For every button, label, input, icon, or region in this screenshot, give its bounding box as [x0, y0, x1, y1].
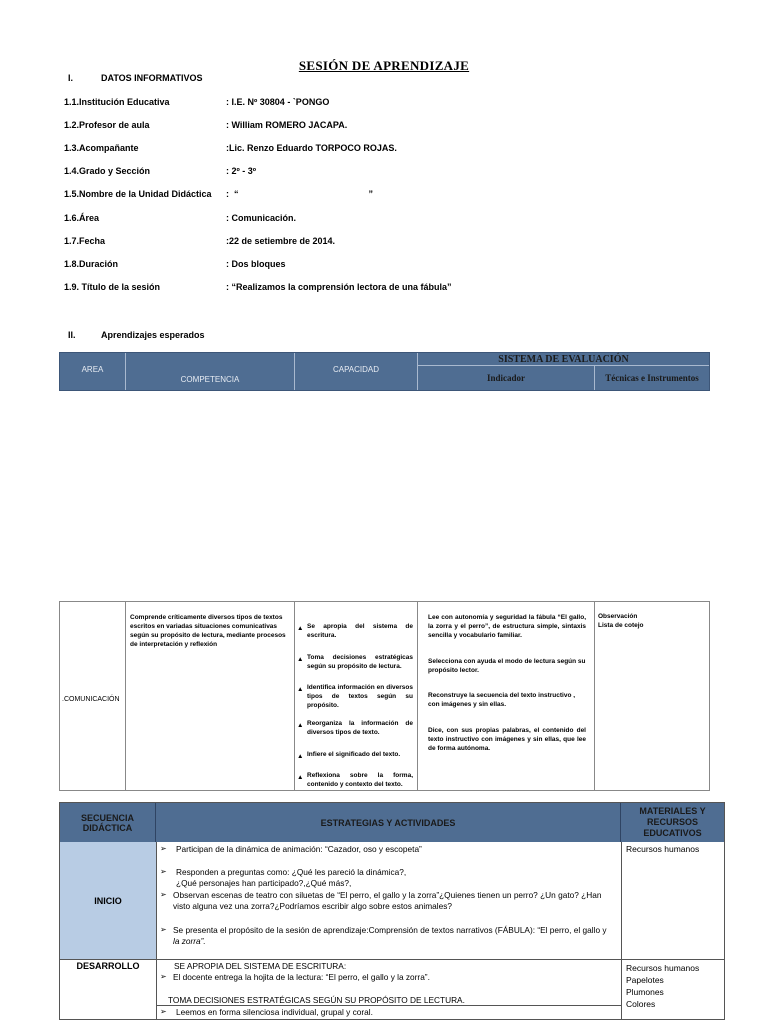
capacidad-item: Infiere el significado del texto. — [307, 751, 401, 758]
datos-value: :Lic. Renzo Eduardo TORPOCO ROJAS. — [226, 143, 397, 153]
datos-label: 1.6.Área — [64, 213, 100, 223]
activity-line: Leemos en forma silenciosa individual, grupal y coral. — [176, 1007, 373, 1017]
capacidad-item: Se apropia del sistema de escritura. — [307, 623, 413, 639]
phase-desarrollo: DESARROLLO — [76, 961, 140, 971]
datos-value: : 2º - 3º — [226, 166, 257, 176]
activity-line: SE APROPIA DEL SISTEMA DE ESCRITURA: — [174, 961, 347, 971]
aprendizajes-header-table — [59, 352, 710, 391]
resource-item: Papelotes — [626, 975, 664, 985]
activity-line: Se presenta el propósito de la sesión de aprendizaje:Comprensión de textos narrativos (FÁBULA): “El perro, el gallo y — [173, 925, 607, 935]
datos-label: 1.9. Título de la sesión — [64, 282, 161, 292]
datos-label: 1.2.Profesor de aula — [64, 120, 150, 130]
header-materiales: MATERIALES Y RECURSOS EDUCATIVOS — [639, 806, 706, 838]
secuencia-didactica-table — [59, 802, 725, 1020]
triangle-bullet-icon: ▲ — [297, 656, 304, 663]
competencia-cell — [126, 602, 295, 790]
indicador-item: Reconstruye la secuencia del texto instructivo , con imágenes y sin ellas. — [428, 692, 576, 708]
datos-value: : Dos bloques — [226, 259, 286, 269]
header-sistema-evaluacion: SISTEMA DE EVALUACIÓN — [418, 353, 709, 366]
tecnica-item: Observación — [598, 613, 638, 620]
datos-label: 1.8.Duración — [64, 259, 119, 269]
activity-line: Participan de la dinámica de animación: “Cazador, oso y escopeta” — [176, 844, 422, 854]
section-1-heading: I. DATOS INFORMATIVOS — [68, 73, 203, 83]
arrow-bullet-icon: ➢ — [160, 867, 167, 876]
secuencia-header-row — [60, 803, 724, 842]
header-indicador: Indicador — [418, 366, 595, 390]
arrow-bullet-icon: ➢ — [160, 1007, 167, 1016]
tecnicas-cell — [595, 602, 709, 790]
capacidad-item: Reflexiona sobre la forma, contenido y contexto del texto. — [307, 772, 413, 788]
indicador-item: Selecciona con ayuda el modo de lectura según su propósito lector. — [428, 658, 586, 674]
capacidad-cell — [295, 602, 418, 790]
header-secuencia: SECUENCIA DIDÁCTICA — [60, 803, 156, 842]
triangle-bullet-icon: ▲ — [297, 753, 304, 760]
datos-label: 1.4.Grado y Sección — [64, 166, 151, 176]
arrow-bullet-icon: ➢ — [160, 972, 167, 981]
capacidad-item: Reorganiza la información de diversos tipos de texto. — [307, 720, 413, 736]
phase-inicio: INICIO — [60, 842, 156, 959]
header-estrategias: ESTRATEGIAS Y ACTIVIDADES — [156, 803, 621, 842]
datos-label: 1.7.Fecha — [64, 236, 106, 246]
header-area: AREA — [60, 353, 126, 390]
activity-line: visto alguna vez una zorra?¿Podríamos escribir algo sobre estos animales? — [173, 901, 453, 911]
header-tecnicas: Técnicas e Instrumentos — [605, 372, 699, 383]
area-text: .COMUNICACIÓN — [62, 696, 120, 703]
table-divider — [621, 842, 622, 1019]
table-divider — [60, 959, 724, 960]
activity-line: la zorra”. — [173, 936, 206, 946]
arrow-bullet-icon: ➢ — [160, 925, 167, 934]
triangle-bullet-icon: ▲ — [297, 625, 304, 632]
arrow-bullet-icon: ➢ — [160, 844, 167, 853]
datos-value: : “Realizamos la comprensión lectora de una fábula” — [226, 282, 452, 292]
table-divider — [156, 1005, 621, 1006]
indicador-item: Lee con autonomía y seguridad la fábula “El gallo, la zorra y el perro”, de estructura simple, sintaxis sencilla y vocabulario familiar. — [428, 614, 586, 639]
triangle-bullet-icon: ▲ — [297, 722, 304, 729]
resource-item: Recursos humanos — [626, 844, 700, 854]
resource-item: Plumones — [626, 987, 664, 997]
datos-value: :22 de setiembre de 2014. — [226, 236, 336, 246]
resource-item: Colores — [626, 999, 656, 1009]
activity-line: El docente entrega la hojita de la lectura: “El perro, el gallo y la zorra”. — [173, 972, 430, 982]
competencias-table — [59, 601, 710, 791]
datos-label: 1.3.Acompañante — [64, 143, 139, 153]
datos-value: : “ ” — [226, 189, 374, 199]
indicador-cell — [418, 602, 595, 790]
table-divider — [156, 842, 157, 1019]
competencia-text: Comprende críticamente diversos tipos de textos escritos en variadas situaciones comunicativas según su propósito de lectura, mediante procesos de interpretación y reflexión — [130, 614, 286, 648]
indicador-item: Dice, con sus propias palabras, el contenido del texto instructivo con imágenes y sin ellas, que lee de forma autónoma. — [428, 727, 586, 752]
datos-value: : I.E. Nº 30804 - `PONGO — [226, 97, 330, 107]
area-cell — [60, 602, 126, 790]
capacidad-item: Toma decisiones estratégicas según su propósito de lectura. — [307, 654, 413, 670]
datos-label: 1.1.Institución Educativa — [64, 97, 170, 107]
datos-value: : Comunicación. — [226, 213, 297, 223]
section-2-heading: II. Aprendizajes esperados — [68, 330, 205, 340]
resource-item: Recursos humanos — [626, 963, 700, 973]
capacidad-item: Identifica información en diversos tipos de textos según su propósito. — [307, 684, 413, 709]
header-capacidad: CAPACIDAD — [295, 353, 418, 390]
datos-value: : William ROMERO JACAPA. — [226, 120, 348, 130]
activity-line: Responden a preguntas como: ¿Qué les pareció la dinámica?, — [176, 867, 407, 877]
header-competencia: COMPETENCIA — [126, 353, 295, 390]
triangle-bullet-icon: ▲ — [297, 686, 304, 693]
activity-line: TOMA DECISIONES ESTRATÉGICAS SEGÚN SU PROPÓSITO DE LECTURA. — [168, 995, 465, 1005]
datos-label: 1.5.Nombre de la Unidad Didáctica — [64, 189, 212, 199]
arrow-bullet-icon: ➢ — [160, 890, 167, 899]
activity-line: ¿Qué personajes han participado?,¿Qué más?, — [176, 878, 352, 888]
page-title: SESIÓN DE APRENDIZAJE — [298, 58, 470, 73]
triangle-bullet-icon: ▲ — [297, 774, 304, 781]
activity-line: Observan escenas de teatro con siluetas de “El perro, el gallo y la zorra”¿Quienes tienen un perro? ¿Un gato? ¿Han — [173, 890, 602, 900]
tecnica-item: Lista de cotejo — [598, 622, 644, 629]
